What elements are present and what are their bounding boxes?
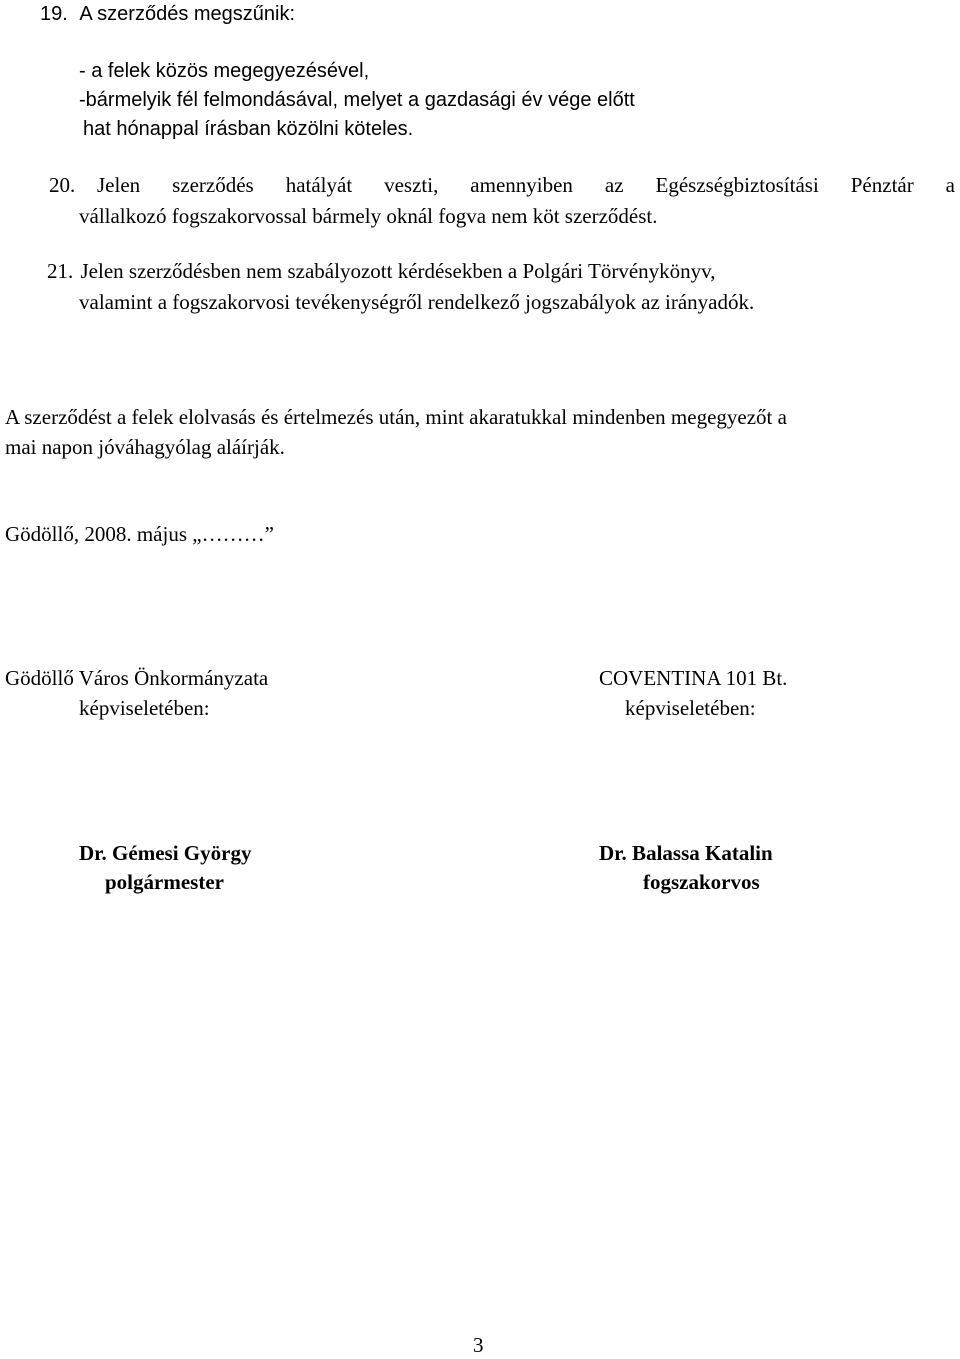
section-20-number: 20. — [49, 173, 76, 197]
section-20-line-2: vállalkozó fogszakorvossal bármely oknál fogva nem köt szerződést. — [79, 204, 658, 228]
section-19-item-3: hat hónappal írásban közölni köteles. — [83, 118, 414, 140]
party-right-name: COVENTINA 101 Bt. — [599, 666, 788, 690]
page-number: 3 — [473, 1333, 484, 1357]
section-19-number: 19. — [40, 3, 68, 25]
signer-right-title: fogszakorvos — [643, 870, 760, 894]
section-20-line-1: Jelen szerződés hatályát veszti, amennyiben az Egészségbiztosítási Pénztár a — [97, 173, 955, 197]
signer-left-name: Dr. Gémesi György — [79, 841, 252, 865]
section-21-number: 21. — [47, 259, 74, 283]
closing-line-2: mai napon jóváhagyólag aláírják. — [5, 435, 285, 459]
section-19-item-1: - a felek közös megegyezésével, — [79, 60, 370, 82]
closing-line-1: A szerződést a felek elolvasás és értelmezés után, mint akaratukkal mindenben megegyezőt a — [5, 405, 787, 429]
section-19-item-2: -bármelyik fél felmondásával, melyet a gazdasági év vége előtt — [79, 89, 635, 111]
signer-left-title: polgármester — [105, 870, 224, 894]
party-right-role: képviseletében: — [625, 696, 756, 720]
party-left-name: Gödöllő Város Önkormányzata — [5, 666, 269, 690]
party-left-role: képviseletében: — [79, 696, 210, 720]
section-21-heading — [47, 257, 716, 285]
section-21-line-2: valamint a fogszakorvosi tevékenységről rendelkező jogszabályok az irányadók. — [79, 290, 755, 314]
signer-right-name: Dr. Balassa Katalin — [599, 841, 773, 865]
section-19-heading — [40, 0, 295, 28]
section-19-title: A szerződés megszűnik: — [79, 3, 296, 25]
place-date: Gödöllő, 2008. május „………” — [5, 522, 274, 546]
section-21-line-1: Jelen szerződésben nem szabályozott kérdésekben a Polgári Törvénykönyv, — [80, 259, 716, 283]
